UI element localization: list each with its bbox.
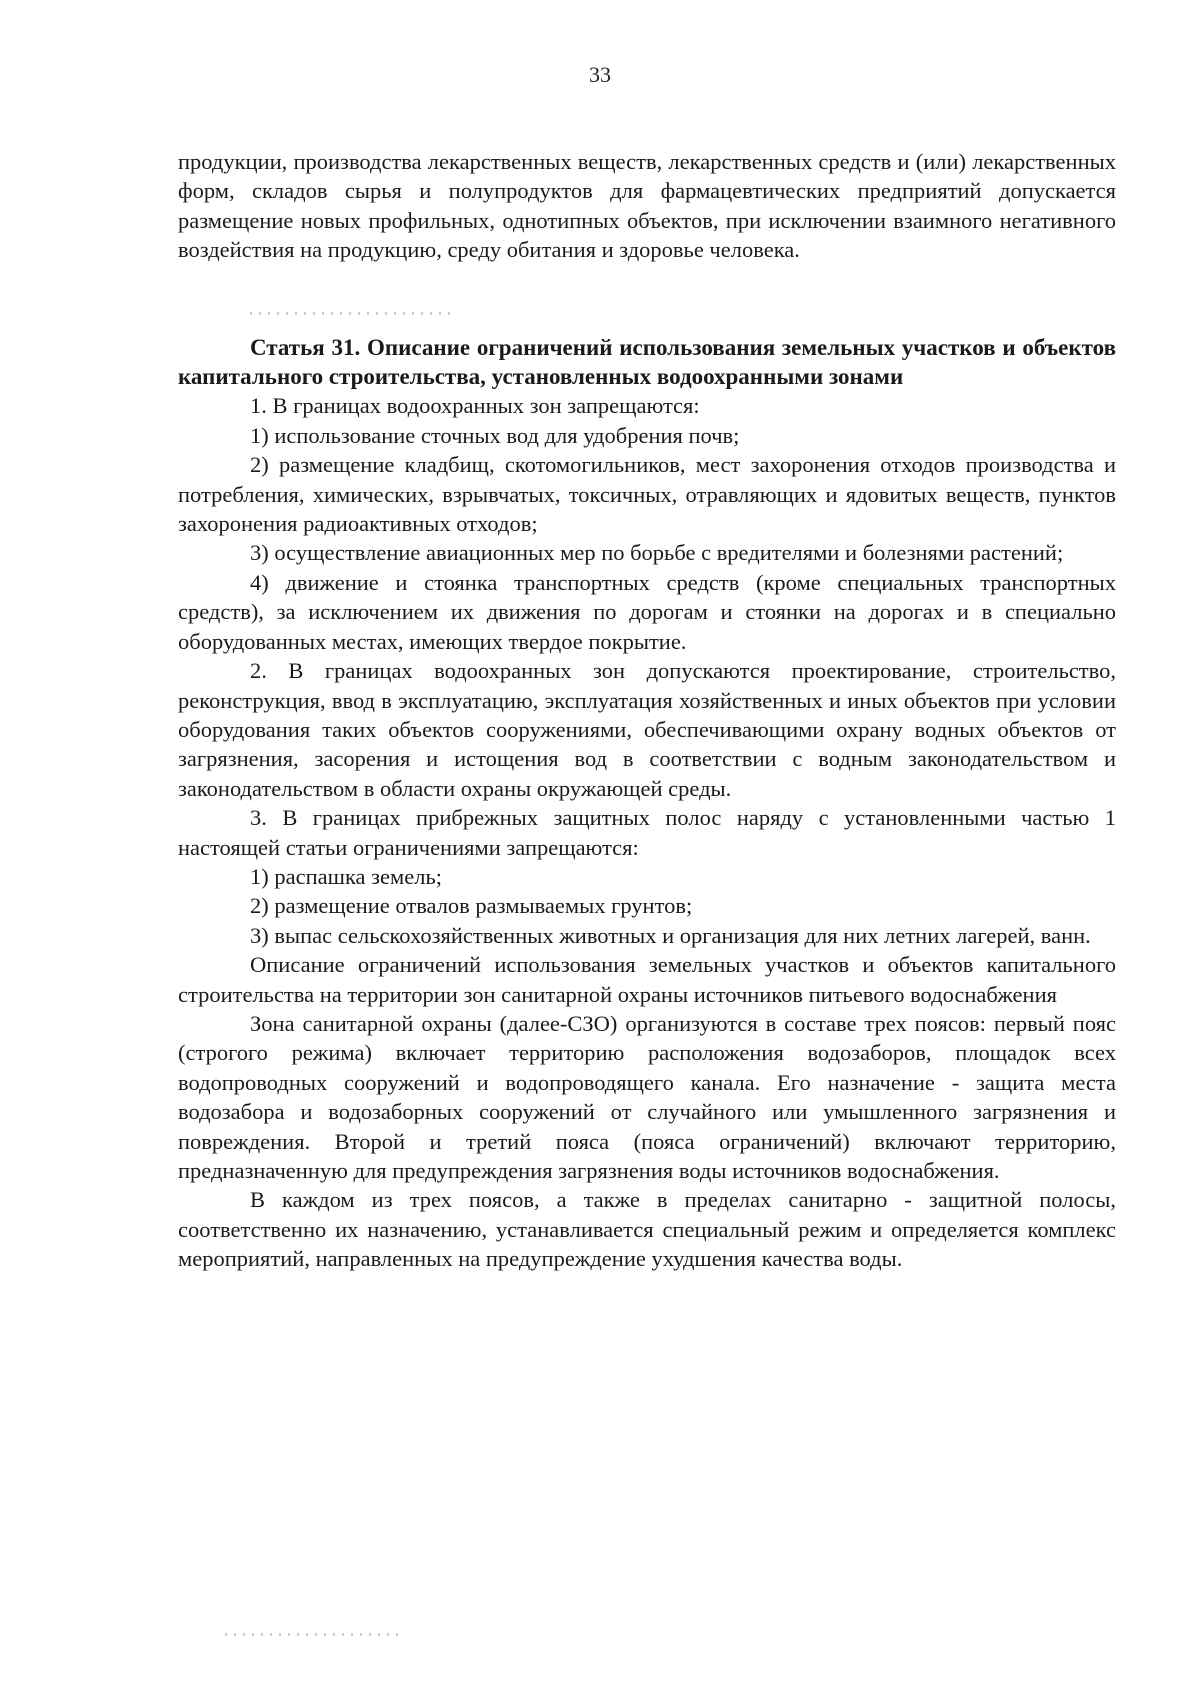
paragraph-3-item-2: 2) размещение отвалов размываемых грунтов; [250, 893, 693, 919]
belts-paragraph: В каждом из трех поясов, а также в пределах санитарно - защитной полосы, соответственно их назначению, устанавливается специальный режим и определяется комплекс мероприятий, направленных на предупреждение ухудшения качества воды. [178, 1187, 1116, 1272]
intro-paragraph: продукции, производства лекарственных веществ, лекарственных средств и (или) лекарственных форм, складов сырья и полупродуктов для фармацевтических предприятий допускается размещение новых профильных, однотипных объектов, при исключении взаимного негативного воздействия на продукцию, среду обитания и здоровье человека. [178, 149, 1116, 263]
paragraph-1-item-3: 3) осуществление авиационных мер по борьбе с вредителями и болезнями растений; [250, 540, 1064, 566]
sanitary-zone-paragraph: Зона санитарной охраны (далее-СЗО) организуются в составе трех поясов: первый пояс (строгого режима) включает территорию расположения водозаборов, площадок всех водопроводных сооружений и водопроводящего канала. Его назначение - защита места водозабора и водозаборных сооружений от случайного или умышленного загрязнения и повреждения. Второй и третий пояса (пояса ограничений) включают территорию, предназначенную для предупреждения загрязнения воды источников водоснабжения. [178, 1010, 1116, 1183]
paragraph-3: 3. В границах прибрежных защитных полос наряду с установленными частью 1 настоящей статьи ограничениями запрещаются: [178, 805, 1116, 860]
paragraph-3-item-3: 3) выпас сельскохозяйственных животных и организация для них летних лагерей, ванн. [250, 922, 1091, 948]
paragraph-1-item-4: 4) движение и стоянка транспортных средств (кроме специальных транспортных средств), за исключением их движения по дорогам и стоянки на дорогах и в специально оборудованных местах, имеющих твердое покрытие. [178, 569, 1116, 654]
page-number: 33 [589, 62, 611, 87]
scan-speckle [225, 1633, 405, 1636]
paragraph-1: 1. В границах водоохранных зон запрещаются: [250, 393, 700, 419]
sanitary-protection-title: Описание ограничений использования земельных участков и объектов капитального строительства на территории зон санитарной охраны источников питьевого водоснабжения [178, 952, 1116, 1007]
paragraph-3-item-1: 1) распашка земель; [250, 863, 442, 889]
paragraph-2: 2. В границах водоохранных зон допускаются проектирование, строительство, реконструкция, ввод в эксплуатацию, эксплуатация хозяйственных и иных объектов при условии оборудования таких объектов сооружениями, обеспечивающими охрану водных объектов от загрязнения, засорения и истощения вод в соответствии с водным законодательством и законодательством в области охраны окружающей среды. [178, 658, 1116, 801]
paragraph-1-item-1: 1) использование сточных вод для удобрения почв; [250, 422, 740, 448]
article-heading: Статья 31. Описание ограничений использования земельных участков и объектов капитального строительства, установленных водоохранными зонами [178, 334, 1116, 390]
document-body [178, 147, 1116, 1274]
paragraph-1-item-2: 2) размещение кладбищ, скотомогильников, мест захоронения отходов производства и потребления, химических, взрывчатых, токсичных, отравляющих и ядовитых веществ, пунктов захоронения радиоактивных отходов; [178, 452, 1116, 537]
